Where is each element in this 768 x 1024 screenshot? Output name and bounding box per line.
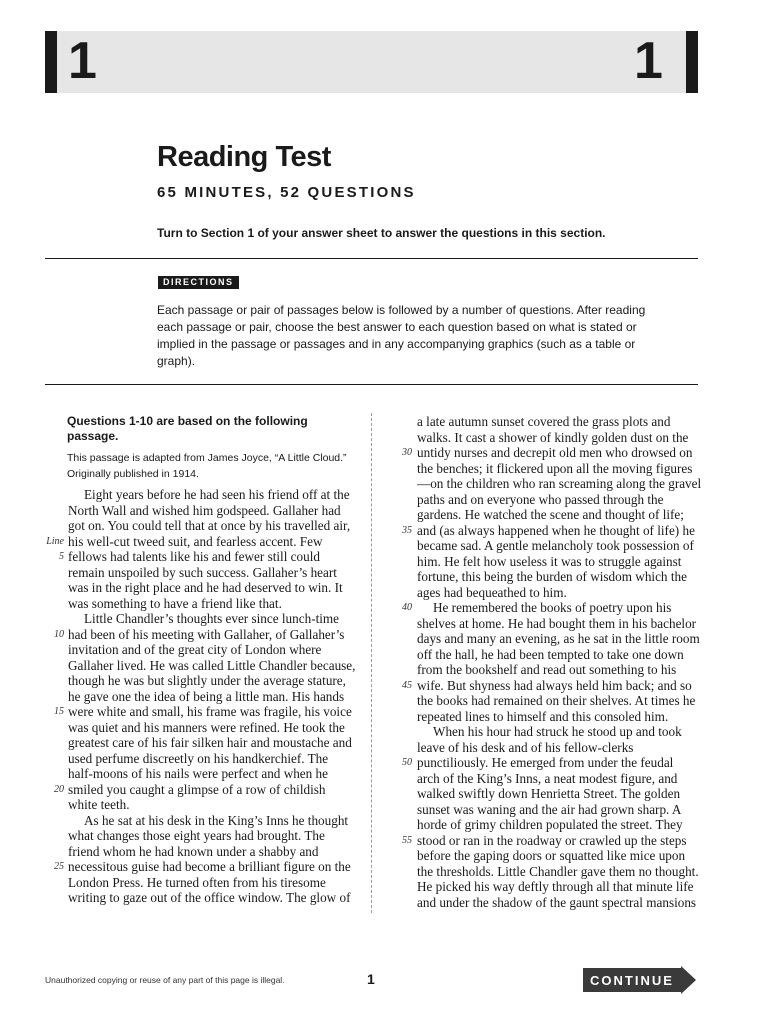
passage-line: friend whom he had known under a shabby and — [68, 843, 319, 859]
passage-line: Gallaher lived. He was called Little Chandler because, — [68, 657, 356, 673]
passage-line: the benches; it flickered upon all the moving figures — [417, 460, 693, 476]
passage-line: walked swiftly down Henrietta Street. The golden — [417, 786, 681, 801]
passage-line: sunset was waning and the air had grown sharp. A — [417, 801, 682, 817]
passage-line: greatest care of his fair silken hair and moustache and — [68, 735, 352, 750]
line-number: 40 — [402, 602, 412, 613]
line-number: 45 — [402, 679, 412, 691]
passage-line: North Wall and wished him godspeed. Gallaher had — [68, 502, 341, 518]
passage-line: —on the children who ran screaming along the gravel — [417, 476, 702, 491]
passage-line: the thresholds. Little Chandler gave them no thought. — [417, 863, 699, 879]
passage-line: fortune, this being the burden of wisdom which the — [417, 569, 687, 584]
passage-line: remain unspoiled by such success. Gallaher’s heart — [68, 564, 337, 580]
passage-line: and under the shadow of the gaunt spectral mansions — [417, 894, 697, 910]
passage-line: He picked his way deftly through all that minute life — [417, 879, 694, 894]
passage-line: him. He felt how useless it was to struggle against — [417, 553, 682, 569]
passage-line: the books had remained on their shelves. At times he — [417, 693, 696, 708]
section-number-left: 1 — [68, 32, 97, 90]
line-number: 55 — [402, 834, 412, 846]
passage-line: got on. You could tell that at once by his travelled air, — [68, 518, 351, 533]
passage-line: and (as always happened when he thought of life) he — [417, 522, 695, 538]
section-marker-right — [686, 31, 698, 93]
line-marker: Line — [46, 535, 64, 547]
test-subtitle: 65 MINUTES, 52 QUESTIONS — [157, 184, 416, 201]
passage-line: what changes those eight years had brought. The — [68, 828, 325, 843]
section-header-band — [45, 31, 698, 93]
copyright-notice: Unauthorized copying or reuse of any part of this page is illegal. — [45, 975, 285, 985]
passage-line: punctiliously. He emerged from under the feudal — [417, 755, 674, 770]
passage-line: wife. But shyness had always held him back; and so — [417, 677, 692, 693]
passage-line: stood or ran in the roadway or crawled up the steps — [417, 832, 687, 848]
page-number: 1 — [367, 971, 375, 987]
passage-line: London Press. He turned often from his tiresome — [68, 874, 326, 890]
passage-line: off the hall, he had been tempted to take one down — [417, 646, 684, 662]
passage-line: invitation and of the great city of London where — [68, 642, 322, 657]
passage-line: repeated lines to himself and this consoled him. — [417, 708, 669, 724]
line-number: 30 — [402, 447, 412, 458]
passage-line: from the bookshelf and read out something to his — [417, 662, 677, 677]
passage-line: a late autumn sunset covered the grass plots and — [417, 414, 671, 429]
passage-line: half-moons of his nails were perfect and when he — [68, 766, 328, 781]
passage-line: Eight years before he had seen his friend off at the — [84, 487, 350, 502]
directions-label: DIRECTIONS — [158, 276, 239, 289]
passage-line: had been of his meeting with Gallaher, of Gallaher’s — [68, 626, 345, 642]
passage-line: horde of grimy children populated the street. They — [417, 817, 683, 832]
divider-bottom — [45, 384, 698, 385]
passage-line: his well-cut tweed suit, and fearless accent. Few — [68, 533, 323, 549]
passage-line: fellows had talents like his and fewer still could — [68, 549, 320, 564]
line-number: 50 — [402, 757, 412, 768]
passage-line: paths and on everyone who passed through the — [417, 491, 664, 507]
passage-line: walks. It cast a shower of kindly golden dust on the — [417, 429, 689, 445]
passage-line: used perfume discreetly on his handkerchief. The — [68, 750, 329, 766]
passage-line: gardens. He watched the scene and thought of life; — [417, 507, 684, 522]
passage-line: shelves at home. He had bought them in his bachelor — [417, 615, 697, 631]
line-number: 20 — [54, 783, 64, 795]
passage-line: he gave one the idea of being a little man. His hands — [68, 688, 345, 704]
continue-button[interactable] — [583, 966, 696, 994]
arrow-right-icon — [583, 966, 696, 994]
line-number: 10 — [54, 628, 64, 640]
passage-line: ages had bequeathed to him. — [417, 584, 567, 600]
passage-line: Little Chandler’s thoughts ever since lunch-time — [84, 611, 340, 626]
continue-label: CONTINUE — [590, 973, 674, 988]
passage-line: before the gaping doors or squatted like mice upon — [417, 848, 686, 863]
passage-line: was something to have a friend like that. — [68, 595, 282, 611]
passage-attribution: This passage is adapted from James Joyce, “A Little Cloud.” Originally published in 1914. — [67, 452, 347, 480]
line-number: 15 — [54, 706, 64, 717]
section-number-right: 1 — [634, 32, 663, 90]
passage-line: white teeth. — [68, 797, 130, 812]
line-number: 35 — [402, 524, 412, 536]
section-marker-left — [45, 31, 57, 93]
passage-line: When his hour had struck he stood up and took — [433, 724, 682, 739]
questions-heading: Questions 1-10 are based on the following passage. — [67, 414, 308, 443]
passage-line: smiled you caught a glimpse of a row of childish — [68, 781, 326, 797]
divider-top — [45, 258, 698, 259]
passage-line: leave of his desk and of his fellow-clerks — [417, 739, 634, 755]
passage-line: necessitous guise had become a brilliant figure on the — [68, 859, 351, 874]
passage-line: was in the right place and he had deserved to win. It — [68, 580, 343, 595]
passage-line: arch of the King’s Inns, a neat modest figure, and — [417, 770, 678, 786]
column-divider — [371, 413, 372, 913]
passage-line: As he sat at his desk in the King’s Inns he thought — [84, 812, 349, 828]
passage-line: though he was but slightly under the average stature, — [68, 673, 346, 688]
passage-line: became sad. A gentle melancholy took possession of — [417, 538, 694, 553]
directions-text: Each passage or pair of passages below is followed by a number of questions. After reading each passage or pair, choose the best answer to each question based on what is stated or implied in the passage or passages and in any accompanying graphics (such as a table or graph). — [157, 303, 646, 368]
passage-line: He remembered the books of poetry upon his — [433, 600, 672, 615]
passage-line: were white and small, his frame was fragile, his voice — [68, 704, 352, 719]
test-title: Reading Test — [157, 141, 331, 173]
passage-line: days and many an evening, as he sat in the little room — [417, 631, 700, 646]
line-number: 25 — [54, 861, 64, 872]
passage-line: was quiet and his manners were refined. He took the — [68, 719, 345, 735]
answer-sheet-instruction: Turn to Section 1 of your answer sheet to answer the questions in this section. — [157, 226, 606, 240]
line-number: 5 — [59, 551, 64, 562]
passage-line: untidy nurses and decrepit old men who drowsed on — [417, 445, 693, 460]
passage-line: writing to gaze out of the office window. The glow of — [68, 890, 351, 905]
